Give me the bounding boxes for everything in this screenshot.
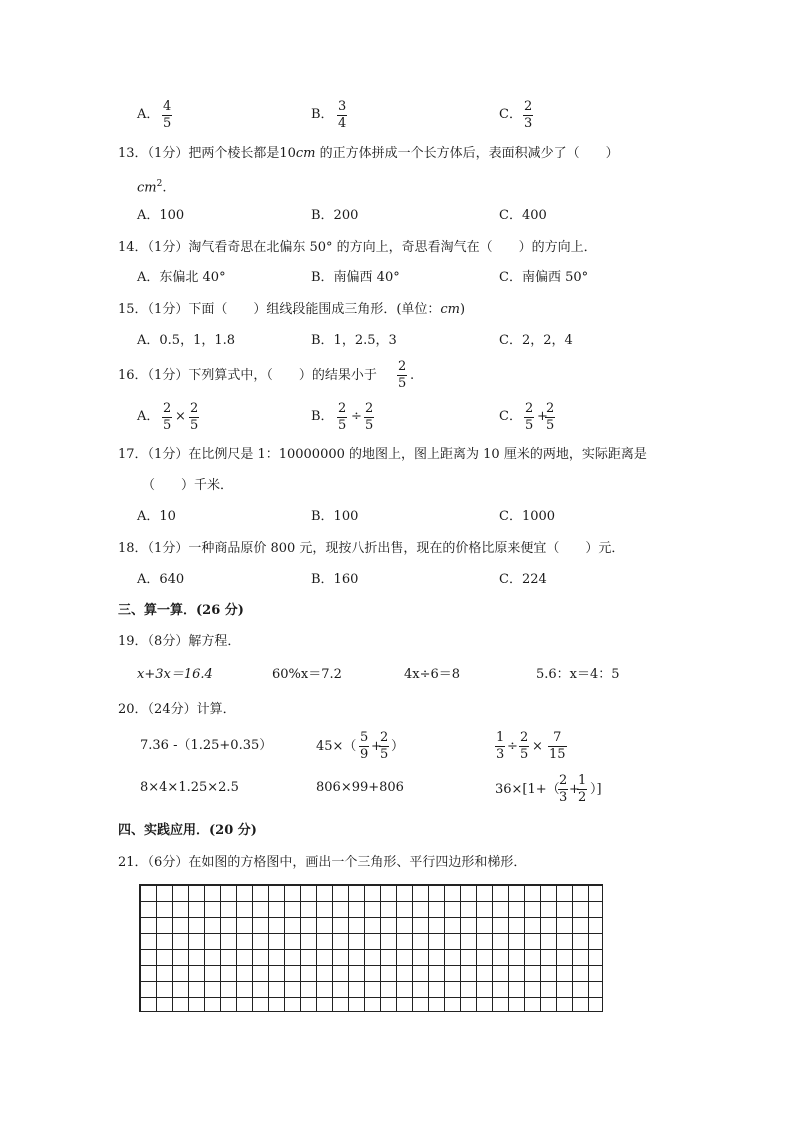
q12-option-c-letter: C． bbox=[499, 107, 522, 122]
q19-equation-1: x+3x＝16.4 bbox=[137, 667, 213, 682]
q20-expression-6-prefix: 36×[1+（ bbox=[495, 782, 560, 797]
q16-stem-fraction bbox=[397, 360, 407, 391]
q16-option-b-operator: ÷ bbox=[351, 409, 362, 424]
q18-option-a: A．640 bbox=[137, 572, 185, 587]
q16-option-b-fraction-1 bbox=[337, 402, 347, 433]
q15-option-a: A．0.5，1，1.8 bbox=[137, 333, 236, 348]
numerator: 2 bbox=[380, 730, 389, 745]
denominator: 5 bbox=[520, 747, 529, 762]
q17-option-a: A．10 bbox=[137, 509, 176, 524]
numerator: 4 bbox=[163, 99, 172, 114]
q20-expression-1: 7.36 -（1.25+0.35） bbox=[140, 738, 273, 753]
q17-text-line2: （ ）千米． bbox=[142, 478, 234, 493]
denominator: 3 bbox=[524, 116, 533, 131]
q15-text bbox=[118, 302, 465, 318]
section-3-heading: 三、算一算．(26 分) bbox=[118, 603, 244, 618]
q14-option-c: C．南偏西 50° bbox=[499, 270, 589, 285]
numerator: 5 bbox=[360, 730, 369, 745]
q17-option-c: C．1000 bbox=[499, 509, 556, 524]
denominator: 5 bbox=[525, 418, 534, 433]
q16-option-a-fraction-1 bbox=[162, 402, 172, 433]
q16-option-a-operator: × bbox=[175, 409, 186, 424]
q13-option-a: A．100 bbox=[137, 208, 185, 223]
denominator: 4 bbox=[338, 116, 347, 131]
q16-option-c-operator: + bbox=[537, 409, 548, 424]
q20-text: 20．（24分）计算． bbox=[118, 702, 236, 717]
q19-equation-4: 5.6：x＝4：5 bbox=[536, 667, 620, 682]
q19-equation-2: 60%x＝7.2 bbox=[272, 667, 342, 682]
q15-text-part: 15．（1分）下面（ ）组线段能围成三角形．(单位： bbox=[118, 302, 441, 317]
denominator: 2 bbox=[578, 790, 587, 805]
q12-option-a-letter: A． bbox=[137, 107, 160, 122]
square-grid[interactable] bbox=[139, 884, 603, 1012]
q15-option-c: C．2，2，4 bbox=[499, 333, 573, 348]
denominator: 5 bbox=[380, 747, 389, 762]
q13-period: . bbox=[162, 180, 167, 196]
q18-option-c: C．224 bbox=[499, 572, 547, 587]
numerator: 2 bbox=[524, 99, 533, 114]
denominator: 5 bbox=[398, 376, 407, 391]
q18-option-b: B．160 bbox=[311, 572, 359, 587]
numerator: 2 bbox=[338, 401, 347, 416]
q14-option-a: A．东偏北 40° bbox=[137, 270, 226, 285]
q16-period: . bbox=[410, 368, 415, 383]
denominator: 5 bbox=[163, 418, 172, 433]
q20-expression-3-fraction-2 bbox=[519, 731, 529, 762]
denominator: 15 bbox=[549, 747, 566, 762]
q16-option-c-letter: C． bbox=[499, 409, 522, 424]
numerator: 1 bbox=[496, 730, 505, 745]
q16-option-a-letter: A． bbox=[137, 409, 160, 424]
q20-expression-4: 8×4×1.25×2.5 bbox=[140, 780, 239, 795]
denominator: 5 bbox=[546, 418, 555, 433]
q13-unit-exponent: 2 bbox=[156, 179, 163, 189]
denominator: 3 bbox=[496, 747, 505, 762]
q13-unit: cm bbox=[137, 180, 157, 196]
q20-expression-6-suffix: ）] bbox=[590, 782, 602, 797]
q13-text-part: 的正方体拼成一个长方体后，表面积减少了（ ） bbox=[315, 146, 619, 161]
q12-option-b-fraction bbox=[337, 100, 347, 131]
q12-option-c-fraction bbox=[523, 100, 533, 131]
q20-expression-6-fraction-1 bbox=[558, 774, 568, 805]
denominator: 3 bbox=[559, 790, 568, 805]
q20-expression-3-operator-1: ÷ bbox=[507, 739, 518, 754]
q12-option-b-letter: B． bbox=[311, 107, 334, 122]
q13-text bbox=[118, 146, 619, 162]
denominator: 9 bbox=[360, 747, 369, 762]
q20-expression-2-prefix: 45×（ bbox=[316, 739, 357, 754]
q19-equation-3: 4x÷6＝8 bbox=[404, 667, 461, 682]
q19-text: 19．（8分）解方程． bbox=[118, 634, 241, 649]
q17-option-b: B．100 bbox=[311, 509, 359, 524]
q15-unit: cm bbox=[440, 302, 460, 317]
q20-expression-6-operator: + bbox=[569, 782, 580, 797]
numerator: 2 bbox=[525, 401, 534, 416]
q16-option-c-fraction-1 bbox=[524, 402, 534, 433]
numerator: 2 bbox=[398, 359, 407, 374]
q16-option-c-fraction-2 bbox=[545, 402, 555, 433]
numerator: 3 bbox=[338, 99, 347, 114]
q13-option-b: B．200 bbox=[311, 208, 359, 223]
q20-expression-2-fraction-1 bbox=[359, 731, 369, 762]
q16-text: 16．（1分）下列算式中，（ ）的结果小于 bbox=[118, 368, 377, 383]
q15-text-part: ) bbox=[460, 302, 466, 317]
q20-expression-2-operator: + bbox=[371, 739, 382, 754]
q20-expression-2-fraction-2 bbox=[379, 731, 389, 762]
section-4-heading: 四、实践应用．(20 分) bbox=[118, 823, 257, 838]
q20-expression-3-operator-2: × bbox=[532, 739, 543, 754]
q16-option-b-letter: B． bbox=[311, 409, 334, 424]
numerator: 2 bbox=[520, 730, 529, 745]
q18-text: 18．（1分）一种商品原价 800 元，现按八折出售，现在的价格比原来便宜（ ）元． bbox=[118, 541, 625, 556]
numerator: 2 bbox=[365, 401, 374, 416]
q16-option-b-fraction-2 bbox=[364, 402, 374, 433]
q12-option-a-fraction bbox=[162, 100, 172, 131]
q13-text-part: 13．（1分）把两个棱长都是10 bbox=[118, 146, 296, 161]
q14-text: 14．（1分）淘气看奇思在北偏东 50° 的方向上，奇思看淘气在（ ）的方向上． bbox=[118, 240, 597, 255]
q17-text: 17．（1分）在比例尺是 1：10000000 的地图上，图上距离为 10 厘米的两地，实际距离是 bbox=[118, 447, 647, 462]
q20-expression-6-fraction-2 bbox=[577, 774, 587, 805]
numerator: 1 bbox=[578, 773, 587, 788]
denominator: 5 bbox=[365, 418, 374, 433]
numerator: 2 bbox=[190, 401, 199, 416]
q20-expression-2-suffix: ） bbox=[391, 739, 405, 754]
denominator: 5 bbox=[190, 418, 199, 433]
numerator: 2 bbox=[163, 401, 172, 416]
q13-unit: cm bbox=[295, 146, 316, 161]
q14-option-b: B．南偏西 40° bbox=[311, 270, 400, 285]
q15-option-b: B．1，2.5，3 bbox=[311, 333, 397, 348]
q13-option-c: C．400 bbox=[499, 208, 547, 223]
q13-unit-line bbox=[137, 176, 166, 196]
numerator: 2 bbox=[546, 401, 555, 416]
denominator: 5 bbox=[338, 418, 347, 433]
q20-expression-5: 806×99+806 bbox=[316, 780, 404, 795]
q20-expression-3-fraction-3 bbox=[548, 731, 567, 762]
denominator: 5 bbox=[163, 116, 172, 131]
q21-text: 21．（6分）在如图的方格图中，画出一个三角形、平行四边形和梯形． bbox=[118, 855, 527, 870]
q20-expression-3-fraction-1 bbox=[495, 731, 505, 762]
numerator: 7 bbox=[553, 730, 562, 745]
numerator: 2 bbox=[559, 773, 568, 788]
q16-option-a-fraction-2 bbox=[189, 402, 199, 433]
